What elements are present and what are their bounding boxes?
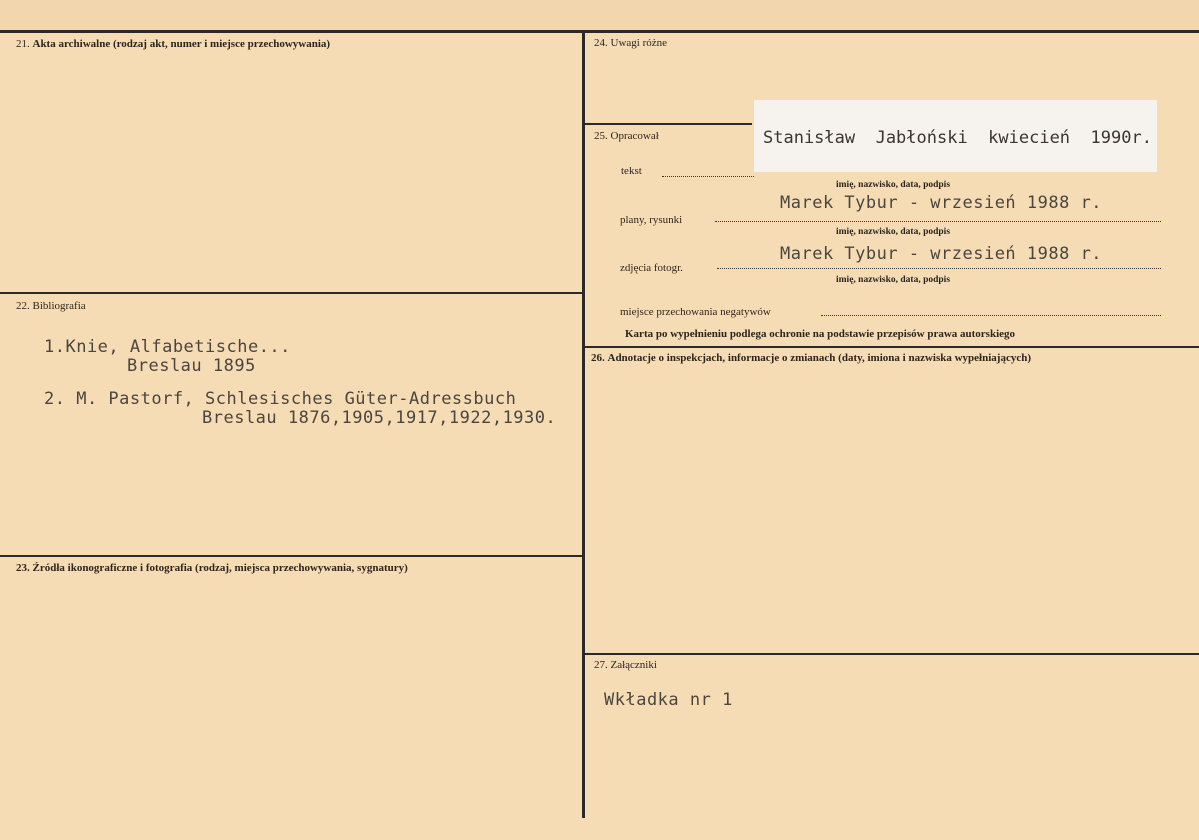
section-26-number: 26. [591,352,605,364]
section-23-number: 23. [16,562,30,574]
row-negatywy-line [821,315,1161,316]
row-zdjecia-caption: imię, nazwisko, data, podpis [836,275,951,285]
section-26-title: Adnotacje o inspekcjach, informacje o zmianach (daty, imiona i nazwiska wypełniających) [607,352,1031,364]
section-27-number: 27. [594,659,608,671]
row-zdjecia-value: Marek Tybur - wrzesień 1988 r. [780,244,1103,264]
section-21-heading [16,38,330,50]
section-21-number: 21. [16,38,30,50]
section-22-number: 22. [16,300,30,312]
section-26-heading [591,352,1031,364]
section-21-title: Akta archiwalne (rodzaj akt, numer i miejsce przechowywania) [32,38,331,50]
section-27-heading [594,659,657,671]
bibliography-entry-2-line2: Breslau 1876,1905,1917,1922,1930. [202,408,557,428]
row-plany-label: plany, rysunki [620,214,683,226]
divider-22-23 [0,555,584,557]
row-plany-line [715,221,1161,222]
row-plany-value: Marek Tybur - wrzesień 1988 r. [780,193,1103,213]
row-negatywy-label: miejsce przechowania negatywów [620,306,771,318]
divider-24-25 [584,123,752,125]
bibliography-entry-1-line1: 1.Knie, Alfabetische... [44,337,291,357]
row-tekst-line [662,176,754,177]
row-zdjecia-label: zdjęcia fotogr. [620,262,683,274]
row-tekst-label: tekst [621,165,642,177]
divider-21-22 [0,292,584,294]
section-24-title: Uwagi różne [610,37,668,49]
row-plany-caption: imię, nazwisko, data, podpis [836,227,951,237]
bibliography-entry-1-line2: Breslau 1895 [127,356,256,376]
section-25-title: Opracował [610,130,659,142]
top-edge [0,0,1199,30]
section-23-heading [16,562,408,574]
section-27-title: Załączniki [610,659,657,671]
section-24-number: 24. [594,37,608,49]
bibliography-entry-2-line1: 2. M. Pastorf, Schlesisches Güter-Adressbuch [44,389,517,409]
attachment-value: Wkładka nr 1 [604,690,733,710]
row-zdjecia-line [717,268,1161,269]
top-border [0,30,1199,33]
copyright-note: Karta po wypełnieniu podlega ochronie na podstawie przepisów prawa autorskiego [625,328,1016,340]
section-22-heading [16,300,86,312]
center-divider [582,30,585,818]
divider-25-26 [584,346,1199,348]
section-24-heading [594,37,667,49]
row-tekst-caption: imię, nazwisko, data, podpis [836,180,951,190]
section-22-title: Bibliografia [32,300,86,312]
section-25-heading [594,130,659,142]
divider-26-27 [584,653,1199,655]
section-23-title: Źródła ikonograficzne i fotografia (rodzaj, miejsca przechowywania, sygnatury) [32,562,408,574]
slip-author-text: Stanisław Jabłoński kwiecień 1990r. [763,128,1152,148]
section-25-number: 25. [594,130,608,142]
